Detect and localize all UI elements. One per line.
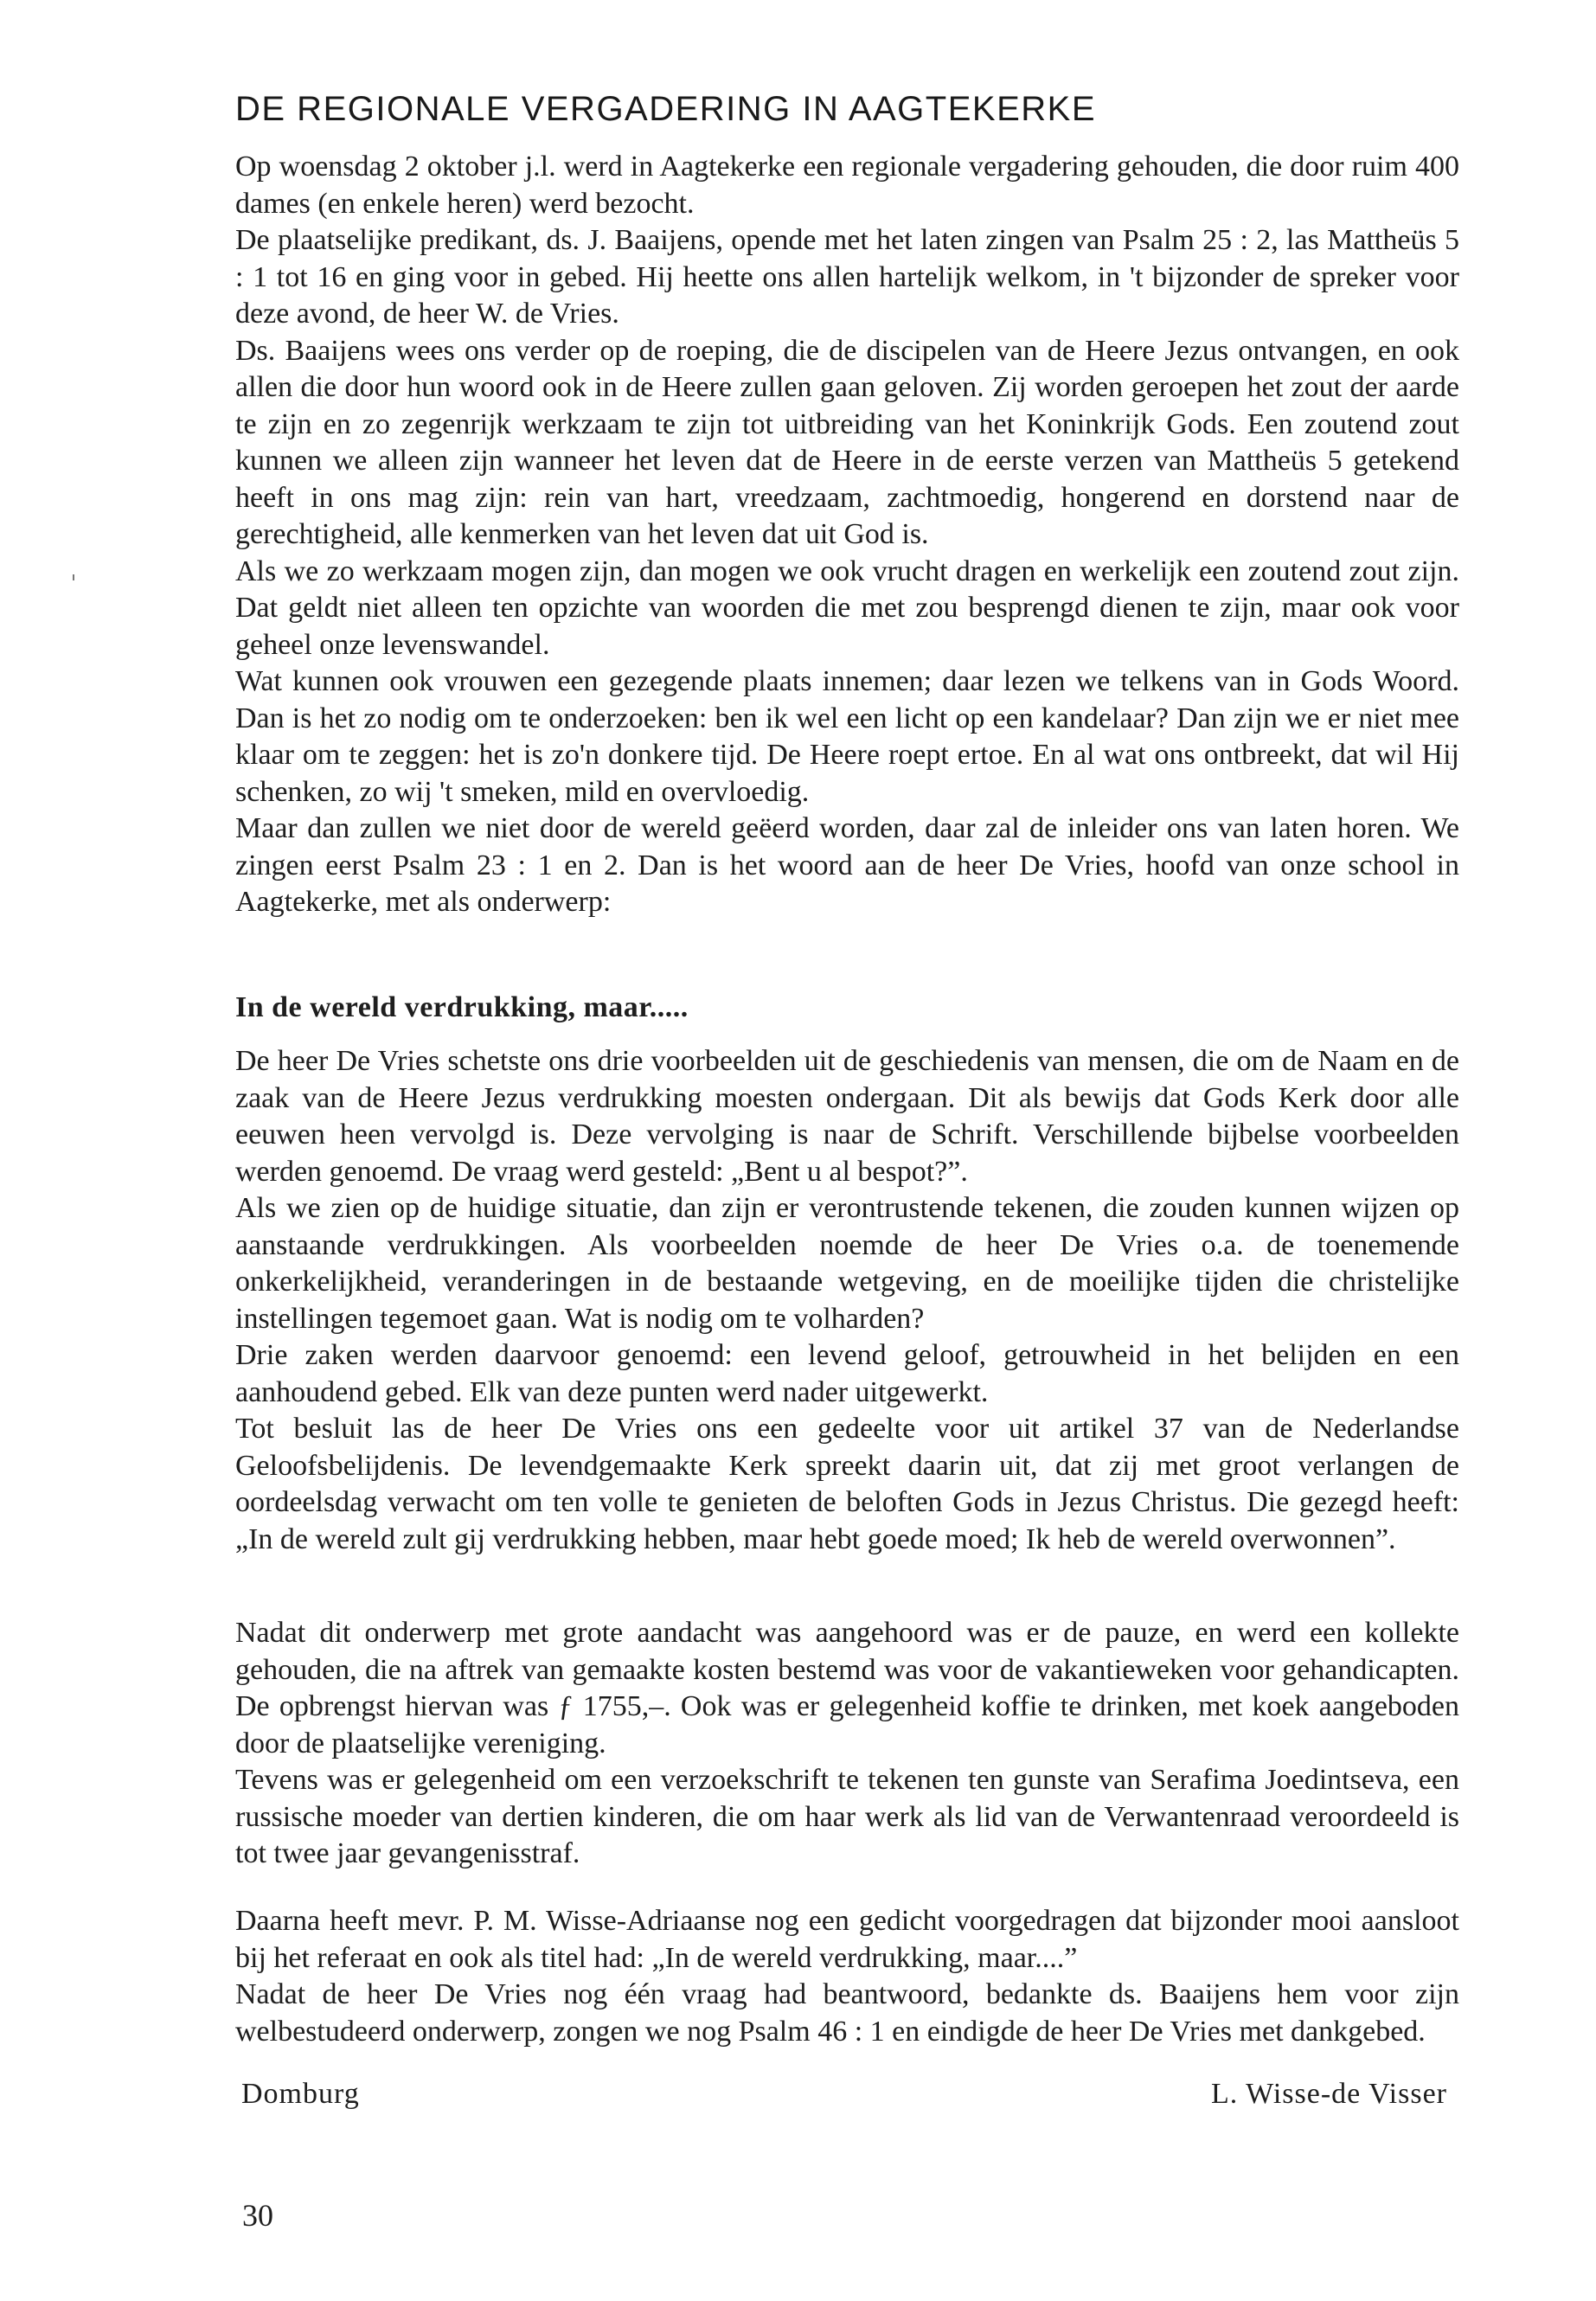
article-title: DE REGIONALE VERGADERING IN AAGTEKERKE <box>235 90 1097 128</box>
paragraph: Als we zien op de huidige situatie, dan zijn er verontrustende tekenen, die zouden kunnen wijzen op aanstaande verdrukkingen. Als voorbeelden noemde de heer De Vries o.a. de toenemende onkerkelijkheid, veranderingen in de bestaande wetgeving, en de moeilijke tijden die christelijke instellingen tegemoet gaan. Wat is nodig om te volharden? <box>235 1192 1459 1335</box>
pause-section <box>235 1615 1459 1873</box>
page-number: 30 <box>242 2198 273 2233</box>
paragraph: Tevens was er gelegenheid om een verzoekschrift te tekenen ten gunste van Serafima Joedintseva, een russische moeder van dertien kinderen, die om haar werk als lid van de Verwantenraad veroordeeld is tot twee jaar gevangenisstraf. <box>235 1764 1459 1869</box>
paragraph: De heer De Vries schetste ons drie voorbeelden uit de geschiedenis van mensen, die om de Naam en de zaak van de Heere Jezus verdrukking moesten ondergaan. Dit als bewijs dat Gods Kerk door alle eeuwen heen vervolgd is. Deze vervolging is naar de Schrift. Verschillende bijbelse voorbeelden werden genoemd. De vraag werd gesteld: „Bent u al bespot?”. <box>235 1045 1459 1188</box>
paragraph: Nadat dit onderwerp met grote aandacht was aangehoord was er de pauze, en werd een kollekte gehouden, die na aftrek van gemaakte kosten bestemd was voor de vakantieweken voor gehandicapten. De opbrengst hiervan was ƒ 1755,–. Ook was er gelegenheid koffie te drinken, met koek aangeboden door de plaatselijke vereniging. <box>235 1617 1459 1759</box>
closing-section <box>235 1977 1459 2050</box>
section-subheading: In de wereld verdrukking, maar..... <box>235 991 689 1023</box>
paragraph: Als we zo werkzaam mogen zijn, dan mogen we ook vrucht dragen en werkelijk een zoutend zout zijn. Dat geldt niet alleen ten opzichte van woorden die met zou besprengd dienen te zijn, maar ook voor geheel onze levenswandel. <box>235 554 1459 661</box>
paragraph: Tot besluit las de heer De Vries ons een gedeelte voor uit artikel 37 van de Nederlandse Geloofsbelijdenis. De levendgemaakte Kerk spreekt daarin uit, dat zij met groot verlangen de oordeelsdag verwacht om ten volle te genieten de beloften Gods in Jezus Christus. Die gezegd heeft: „In de wereld zult gij verdrukking hebben, maar hebt goede moed; Ik heb de wereld overwonnen”. <box>235 1413 1459 1555</box>
scan-speck <box>73 574 74 580</box>
signature-author: L. Wisse-de Visser <box>1210 2078 1447 2110</box>
paragraph: Op woensdag 2 oktober j.l. werd in Aagtekerke een regionale vergadering gehouden, die door ruim 400 dames (en enkele heren) werd bezocht. <box>235 151 1459 220</box>
signature-place: Domburg <box>241 2078 360 2110</box>
paragraph: Nadat de heer De Vries nog één vraag had beantwoord, bedankte ds. Baaijens hem voor zijn welbestudeerd onderwerp, zongen we nog Psalm 46 : 1 en eindigde de heer De Vries met dankgebed. <box>235 1978 1459 2048</box>
paragraph: Drie zaken werden daarvoor genoemd: een levend geloof, getrouwheid in het belijden en een aanhoudend gebed. Elk van deze punten werd nader uitgewerkt. <box>235 1339 1459 1408</box>
paragraph: Maar dan zullen we niet door de wereld geëerd worden, daar zal de inleider ons van laten horen. We zingen eerst Psalm 23 : 1 en 2. Dan is het woord aan de heer De Vries, hoofd van onze school in Aagtekerke, met als onderwerp: <box>235 812 1459 918</box>
paragraph: Ds. Baaijens wees ons verder op de roeping, die de discipelen van de Heere Jezus ontvangen, en ook allen die door hun woord ook in de Heere zullen gaan geloven. Zij worden geroepen het zout der aarde te zijn en zo zegenrijk werkzaam te zijn tot uitbreiding van het Koninkrijk Gods. Een zoutend zout kunnen we alleen zijn wanneer het leven dat de Heere in de eerste verzen van Mattheüs 5 getekend heeft in ons mag zijn: rein van hart, vreedzaam, zachtmoedig, hongerend en dorstend naar de gerechtigheid, alle kenmerken van het leven dat uit God is. <box>235 334 1459 550</box>
paragraph: Daarna heeft mevr. P. M. Wisse-Adriaanse nog een gedicht voorgedragen dat bijzonder mooi aansloot bij het referaat en ook als titel had: „In de wereld verdrukking, maar....” <box>235 1905 1459 1974</box>
lecture-section <box>235 1043 1459 1558</box>
paragraph: De plaatselijke predikant, ds. J. Baaijens, opende met het laten zingen van Psalm 25 : 2, las Mattheüs 5 : 1 tot 16 en ging voor in gebed. Hij heette ons allen hartelijk welkom, in 't bijzonder de spreker voor deze avond, de heer W. de Vries. <box>235 224 1459 330</box>
intro-section <box>235 149 1459 921</box>
paragraph: Wat kunnen ook vrouwen een gezegende plaats innemen; daar lezen we telkens van in Gods Woord. Dan is het zo nodig om te onderzoeken: ben ik wel een licht op een kandelaar? Dan zijn we er niet mee klaar om te zeggen: het is zo'n donkere tijd. De Heere roept ertoe. En al wat ons ontbreekt, dat wil Hij schenken, zo wij 't smeken, mild en overvloedig. <box>235 665 1459 808</box>
recital-section <box>235 1903 1459 1977</box>
